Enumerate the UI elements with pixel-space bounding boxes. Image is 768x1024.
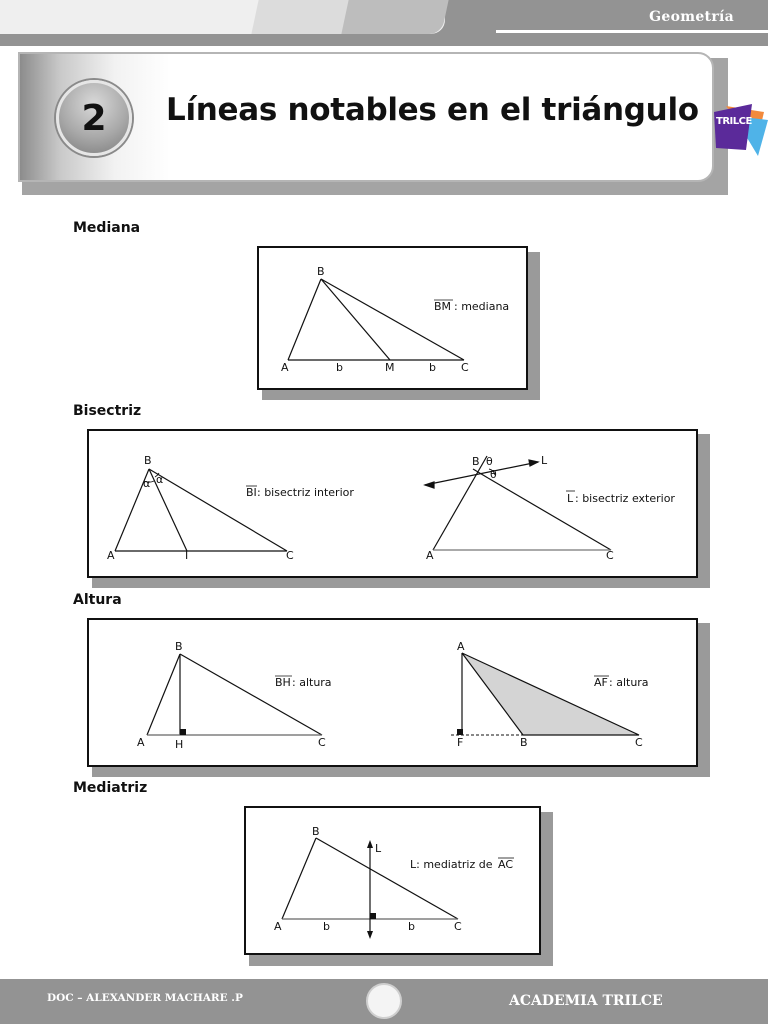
footer-emblem-icon (366, 983, 402, 1019)
vertex-c: C (286, 549, 294, 562)
bisectriz-diagram (89, 431, 700, 580)
header-stripe (341, 0, 448, 34)
vertex-c: C (318, 736, 326, 749)
line-l: L (541, 454, 548, 467)
caption-segment: BI (246, 486, 257, 499)
heading-mediana: Mediana (73, 220, 141, 236)
figure-mediana (257, 246, 528, 390)
vertex-a: A (274, 920, 282, 933)
vertex-b: B (144, 454, 152, 467)
vertex-a: A (107, 549, 115, 562)
vertex-a: A (137, 736, 145, 749)
line-l: L (375, 842, 382, 855)
vertex-a: A (426, 549, 434, 562)
logo-text: TRILCE (716, 116, 752, 127)
foot-f: F (457, 736, 464, 749)
vertex-a: A (281, 361, 289, 374)
figure-altura (87, 618, 698, 767)
caption-mediana: : mediana (454, 300, 510, 313)
mediana-diagram (259, 248, 530, 392)
footer-author: DOC – ALEXANDER MACHARE .P (47, 992, 243, 1004)
heading-mediatriz: Mediatriz (73, 780, 148, 796)
caption-segment: AC (498, 858, 514, 871)
vertex-c: C (454, 920, 462, 933)
footer-academy: ACADEMIA TRILCE (509, 993, 663, 1009)
angle-alpha: α (156, 473, 164, 486)
caption-segment: BH (275, 676, 291, 689)
subject-label: Geometría (649, 9, 734, 25)
vertex-c: C (461, 361, 469, 374)
footer-band (0, 979, 768, 1024)
caption-altura: : altura (292, 676, 332, 689)
caption-bisectriz-interior: : bisectriz interior (257, 486, 354, 499)
caption-segment: AF (594, 676, 608, 689)
segment-b: b (323, 920, 330, 933)
angle-alpha: α (143, 477, 151, 490)
page-title: Líneas notables en el triángulo (166, 92, 699, 128)
caption-bisectriz-exterior: : bisectriz exterior (575, 492, 675, 505)
segment-b: b (336, 361, 343, 374)
segment-b: b (429, 361, 436, 374)
vertex-b: B (312, 825, 320, 838)
caption-mediatriz: L: mediatriz de (410, 858, 493, 871)
caption-altura: : altura (609, 676, 649, 689)
foot-h: H (175, 738, 184, 751)
vertex-c: C (606, 549, 614, 562)
subject-underline (496, 30, 768, 33)
caption-segment: BM (434, 300, 452, 313)
figure-mediatriz (244, 806, 541, 955)
altura-diagram (89, 620, 700, 769)
segment-b: b (408, 920, 415, 933)
mediatriz-diagram (246, 808, 543, 957)
heading-bisectriz: Bisectriz (73, 403, 142, 419)
vertex-b: B (472, 455, 480, 468)
angle-theta: θ (490, 468, 497, 481)
figure-bisectriz (87, 429, 698, 578)
vertex-a: A (457, 640, 465, 653)
vertex-b: B (175, 640, 183, 653)
caption-line: L (567, 492, 574, 505)
heading-altura: Altura (73, 592, 122, 608)
angle-theta: θ (486, 455, 493, 468)
vertex-b: B (520, 736, 528, 749)
point-m: M (385, 361, 395, 374)
point-i: I (185, 549, 189, 562)
chapter-number: 2 (81, 97, 107, 139)
vertex-c: C (635, 736, 643, 749)
chapter-badge (56, 80, 132, 156)
trilce-logo-icon (712, 102, 768, 156)
vertex-b: B (317, 265, 325, 278)
